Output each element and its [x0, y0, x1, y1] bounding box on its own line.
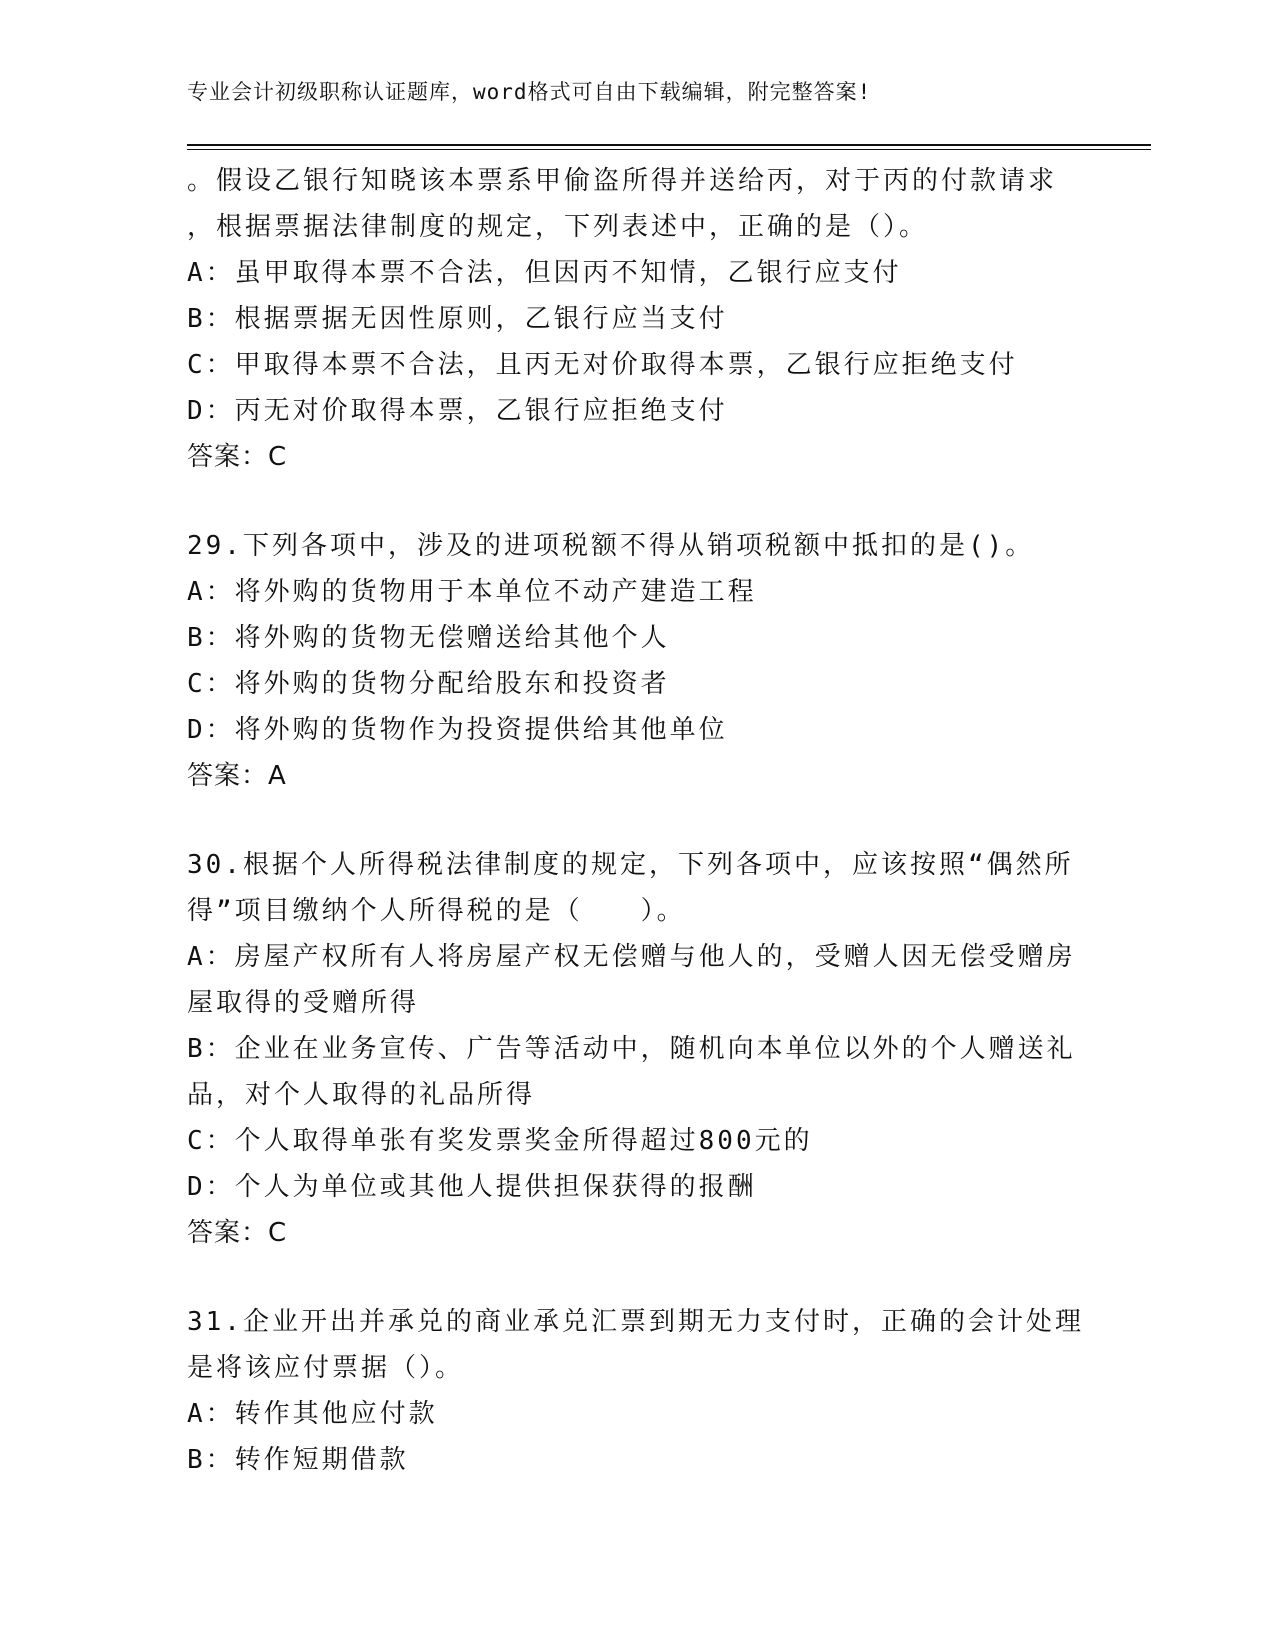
question-block [187, 158, 1087, 480]
option-a: A：将外购的货物用于本单位不动产建造工程 [187, 577, 757, 607]
option-c: C：甲取得本票不合法，且丙无对价取得本票，乙银行应拒绝支付 [187, 350, 1018, 380]
question-block [187, 523, 1087, 799]
option-c: C：将外购的货物分配给股东和投资者 [187, 669, 670, 699]
option-d: D：丙无对价取得本票，乙银行应拒绝支付 [187, 396, 728, 426]
question-stem-line: 。假设乙银行知晓该本票系甲偷盗所得并送给丙，对于丙的付款请求 [187, 166, 1058, 196]
option-b: B：将外购的货物无偿赠送给其他个人 [187, 623, 670, 653]
answer-line: 答案：A [187, 761, 287, 791]
spacer [187, 799, 1087, 842]
option-a: A：房屋产权所有人将房屋产权无偿赠与他人的，受赠人因无偿受赠房 [187, 942, 1076, 972]
header-divider [187, 144, 1151, 146]
question-block [187, 1299, 1087, 1483]
answer-line: 答案：C [187, 1218, 288, 1248]
spacer [187, 1256, 1087, 1299]
question-stem-line: 29.下列各项中，涉及的进项税额不得从销项税额中抵扣的是()。 [187, 531, 1035, 561]
spacer [187, 480, 1087, 523]
answer-line: 答案：C [187, 442, 288, 472]
option-a: A：虽甲取得本票不合法，但因丙不知情，乙银行应支付 [187, 258, 902, 288]
question-list [187, 158, 1087, 1483]
option-c: C：个人取得单张有奖发票奖金所得超过800元的 [187, 1126, 813, 1156]
option-b: B：企业在业务宣传、广告等活动中，随机向本单位以外的个人赠送礼 [187, 1034, 1076, 1064]
option-b-continued: 品，对个人取得的礼品所得 [187, 1080, 536, 1110]
header-divider-thin [187, 149, 1151, 150]
option-d: D：个人为单位或其他人提供担保获得的报酬 [187, 1172, 757, 1202]
option-b: B：根据票据无因性原则，乙银行应当支付 [187, 304, 728, 334]
question-stem-line: 是将该应付票据（）。 [187, 1353, 465, 1383]
page-header: 专业会计初级职称认证题库，word格式可自由下载编辑，附完整答案! [187, 80, 872, 104]
option-d: D：将外购的货物作为投资提供给其他单位 [187, 715, 728, 745]
question-stem-line: 30.根据个人所得税法律制度的规定，下列各项中，应该按照“偶然所 [187, 850, 1074, 880]
option-a: A：转作其他应付款 [187, 1399, 438, 1429]
question-block [187, 842, 1087, 1256]
question-stem-line: 得”项目缴纳个人所得税的是（ ）。 [187, 896, 686, 926]
option-b: B：转作短期借款 [187, 1445, 409, 1475]
question-stem-line: ，根据票据法律制度的规定，下列表述中，正确的是（）。 [187, 212, 929, 242]
question-stem-line: 31.企业开出并承兑的商业承兑汇票到期无力支付时，正确的会计处理 [187, 1307, 1084, 1337]
option-a-continued: 屋取得的受赠所得 [187, 988, 420, 1018]
